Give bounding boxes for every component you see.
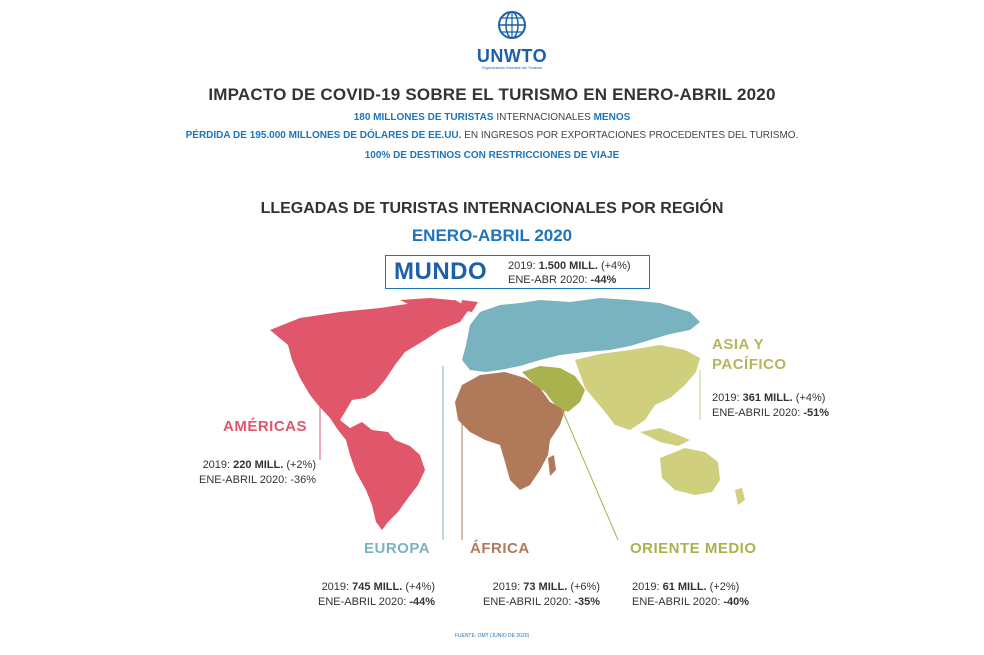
section-title: LLEGADAS DE TURISTAS INTERNACIONALES POR REGIÓN — [260, 200, 724, 217]
page-title: IMPACTO DE COVID-19 SOBRE EL TURISMO EN ENERO-ABRIL 2020 — [208, 85, 776, 104]
logo-subtitle: Organización Mundial del Turismo — [481, 65, 543, 70]
source-note: FUENTE: OMT (JUNIO DE 2020) — [454, 633, 530, 639]
region-stats-europa: 2019: 745 MILL. (+4%) ENE-ABRIL 2020: -44% — [318, 581, 435, 608]
region-name-europa: EUROPA — [364, 540, 431, 557]
highlight-3-bold: 100% DE DESTINOS CON RESTRICCIONES DE VIAJE — [364, 150, 620, 161]
region-name-americas: AMÉRICAS — [223, 418, 308, 435]
region-name-oriente: ORIENTE MEDIO — [630, 540, 757, 557]
highlight-1-bold: 180 MILLONES DE TURISTAS — [353, 112, 494, 123]
world-label: MUNDO — [394, 258, 488, 285]
region-name-asia — [712, 335, 787, 375]
highlight-1-bold2: MENOS — [593, 112, 631, 123]
region-stats-oriente: 2019: 61 MILL. (+2%) ENE-ABRIL 2020: -40% — [632, 581, 749, 608]
region-shape-americas — [270, 300, 470, 530]
region-stats-africa: 2019: 73 MILL. (+6%) ENE-ABRIL 2020: -35% — [483, 581, 600, 608]
region-stats-americas: 2019: 220 MILL. (+2%) ENE-ABRIL 2020: -36% — [199, 459, 316, 486]
logo-name: UNWTO — [476, 46, 548, 66]
highlight-2-normal: EN INGRESOS POR EXPORTACIONES PROCEDENTES DEL TURISMO. — [461, 130, 799, 141]
world-stats: 2019: 1.500 MILL. (+4%) ENE-ABR 2020: -44% — [508, 260, 631, 286]
highlight-1-normal: INTERNACIONALES — [493, 112, 594, 123]
region-name-asia-line1: ASIA Y — [712, 336, 765, 353]
region-name-asia-line2: PACÍFICO — [712, 356, 787, 373]
section-period: ENERO-ABRIL 2020 — [411, 226, 573, 245]
region-name-africa: ÁFRICA — [470, 540, 530, 557]
highlight-2-bold: PÉRDIDA DE 195.000 MILLONES DE DÓLARES DE EE.UU. — [185, 130, 462, 141]
region-stats-asia: 2019: 361 MILL. (+4%) ENE-ABRIL 2020: -51% — [712, 392, 829, 419]
region-shape-asia — [575, 345, 700, 430]
